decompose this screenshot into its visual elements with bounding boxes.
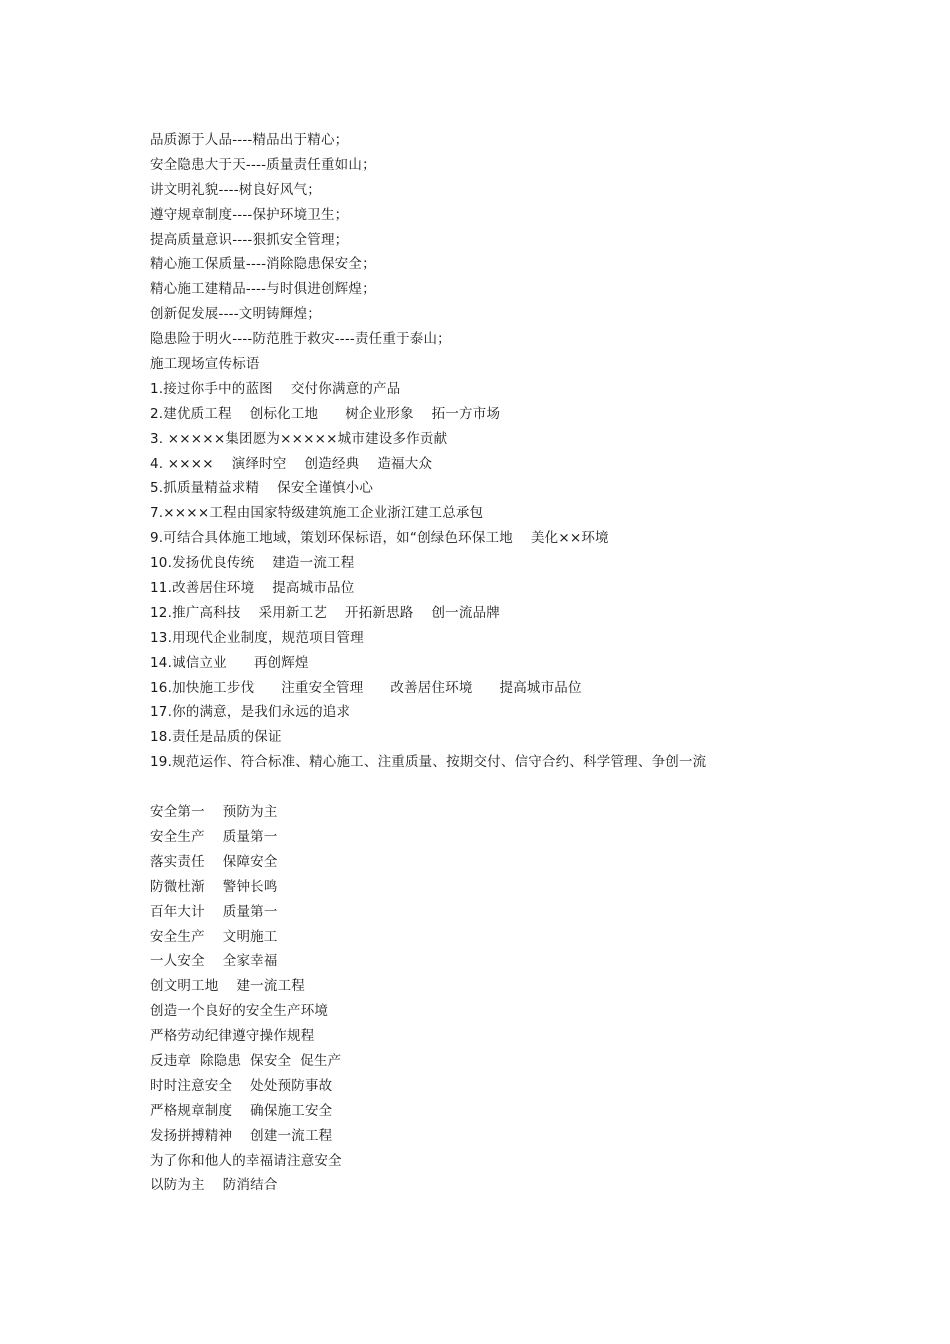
safety-slogan: 创造一个良好的安全生产环境 — [150, 1003, 329, 1020]
safety-slogan: 落实责任 保障安全 — [150, 853, 278, 870]
text-line: 精心施工保质量----消除隐患保安全； — [150, 256, 376, 273]
text-line: 隐患险于明火----防范胜于救灾----责任重于泰山； — [150, 331, 451, 348]
blank-line — [150, 775, 910, 800]
text-line: 遵守规章制度----保护环境卫生； — [150, 206, 349, 223]
safety-slogan: 安全生产 文明施工 — [150, 928, 278, 945]
safety-slogan: 发扬拼搏精神 创建一流工程 — [150, 1127, 333, 1144]
text-line: 讲文明礼貌----树良好风气； — [150, 181, 321, 198]
numbered-slogan: 18.责任是品质的保证 — [150, 729, 282, 746]
safety-slogan: 反违章 除隐患 保安全 促生产 — [150, 1052, 342, 1069]
safety-slogan: 严格劳动纪律遵守操作规程 — [150, 1028, 315, 1045]
text-line: 精心施工建精品----与时俱进创辉煌； — [150, 281, 376, 298]
text-line: 安全隐患大于天----质量责任重如山； — [150, 156, 376, 173]
text-line: 品质源于人品----精品出于精心； — [150, 132, 349, 148]
numbered-slogan: 4. ×××× 演绎时空 创造经典 造福大众 — [150, 455, 433, 472]
numbered-slogan: 17.你的满意，是我们永远的追求 — [150, 704, 351, 721]
numbered-slogan: 9.可结合具体施工地域，策划环保标语，如“创绿色环保工地 美化××环境 — [150, 530, 609, 547]
numbered-slogan: 2.建优质工程 创标化工地 树企业形象 拓一方市场 — [150, 405, 501, 422]
safety-slogan: 安全生产 质量第一 — [150, 828, 278, 845]
numbered-slogan: 14.诚信立业 再创辉煌 — [150, 654, 309, 671]
safety-slogan: 严格规章制度 确保施工安全 — [150, 1102, 333, 1119]
numbered-slogan: 11.改善居住环境 提高城市品位 — [150, 580, 355, 597]
safety-slogan: 一人安全 全家幸福 — [150, 953, 278, 970]
numbered-slogan: 16.加快施工步伐 注重安全管理 改善居住环境 提高城市品位 — [150, 679, 582, 696]
safety-slogan: 安全第一 预防为主 — [150, 804, 278, 821]
numbered-slogan: 13.用现代企业制度，规范项目管理 — [150, 629, 364, 646]
safety-slogan: 百年大计 质量第一 — [150, 903, 278, 920]
text-line: 创新促发展----文明铸輝煌； — [150, 306, 321, 323]
numbered-slogan: 19.规范运作、符合标准、精心施工、注重质量、按期交付、信守合约、科学管理、争创一流 — [150, 754, 707, 771]
section-heading: 施工现场宣传标语 — [150, 356, 260, 373]
numbered-slogan: 5.抓质量精益求精 保安全谨慎小心 — [150, 480, 374, 497]
text-line: 提高质量意识----狠抓安全管理； — [150, 231, 349, 248]
numbered-slogan: 1.接过你手中的蓝图 交付你满意的产品 — [150, 380, 401, 397]
numbered-slogan: 3. ×××××集团愿为×××××城市建设多作贡献 — [150, 430, 448, 447]
document-page — [150, 128, 910, 1198]
safety-slogan: 创文明工地 建一流工程 — [150, 978, 305, 995]
numbered-slogan: 10.发扬优良传统 建造一流工程 — [150, 555, 355, 572]
safety-slogan: 时时注意安全 处处预防事故 — [150, 1077, 333, 1094]
numbered-slogan: 12.推广高科技 采用新工艺 开拓新思路 创一流品牌 — [150, 604, 500, 621]
safety-slogan: 以防为主 防消结合 — [150, 1177, 278, 1194]
safety-slogan: 防微杜渐 警钟长鸣 — [150, 878, 278, 895]
numbered-slogan: 7.××××工程由国家特级建筑施工企业浙江建工总承包 — [150, 505, 484, 522]
safety-slogan: 为了你和他人的幸福请注意安全 — [150, 1152, 342, 1169]
